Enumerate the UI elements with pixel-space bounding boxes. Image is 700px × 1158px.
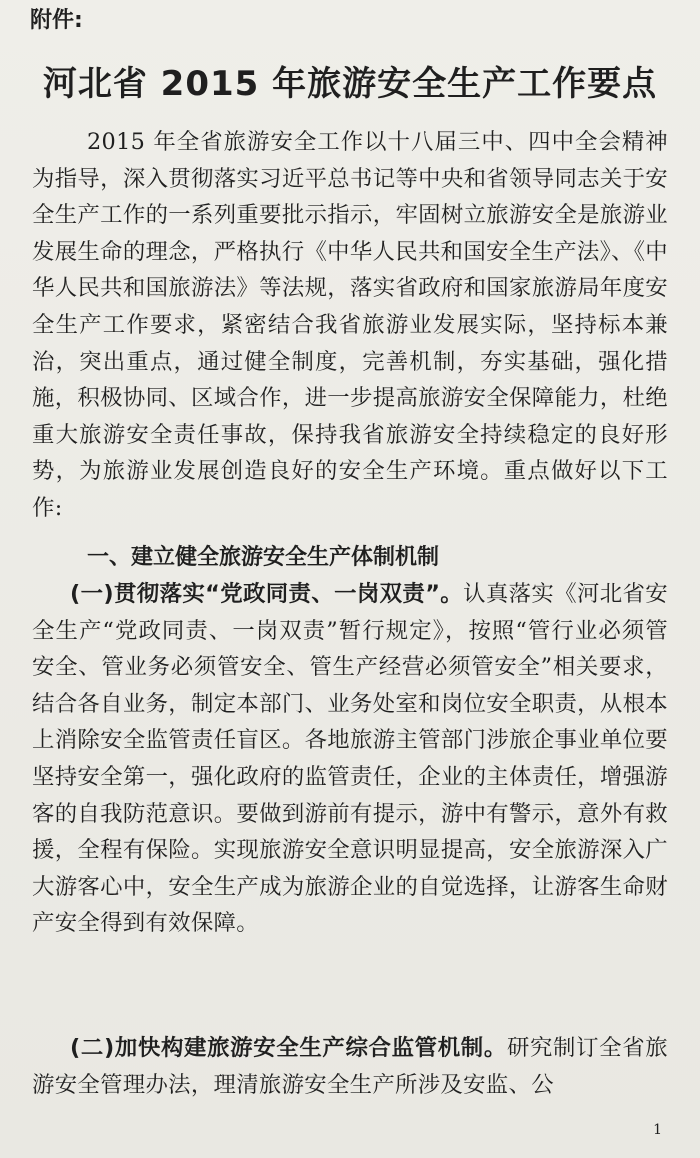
attachment-label: 附件: <box>30 8 83 33</box>
section-heading-1: 一、建立健全旅游安全生产体制机制 <box>87 545 440 570</box>
item-1-lead: (一)贯彻落实“党政同责、一岗双责”。 <box>70 581 464 607</box>
item-2-paragraph <box>32 1030 668 1103</box>
document-title: 河北省 2015 年旅游安全生产工作要点 <box>42 64 658 104</box>
page-number: 1 <box>653 1122 662 1138</box>
item-2-text: 研究制订全省旅游安全管理办法，理清旅游安全生产所涉及安监、公 <box>32 1035 669 1098</box>
item-1-paragraph <box>32 576 668 942</box>
item-2-lead: (二)加快构建旅游安全生产综合监管机制。 <box>70 1035 507 1061</box>
item-1-text: 认真落实《河北省安全生产“党政同责、一岗双责”暂行规定》，按照“管行业必须管安全、管业务必须管安全、管生产经营必须管安全”相关要求，结合各自业务，制定本部门、业务处室和岗位安全职责，从根本上消除安全监管责任盲区。各地旅游主管部门涉旅企事业单位要坚持安全第一，强化政府的监管责任，企业的主体责任，增强游客的自我防范意识。要做到游前有提示，游中有警示，意外有救援，全程有保险。实现旅游安全意识明显提高，安全旅游深入广大游客心中，安全生产成为旅游企业的自觉选择，让游客生命财产安全得到有效保障。 <box>32 581 668 937</box>
intro-paragraph: 2015 年全省旅游安全工作以十八届三中、四中全会精神为指导，深入贯彻落实习近平总书记等中央和省领导同志关于安全生产工作的一系列重要批示指示，牢固树立旅游安全是旅游业发展生命的理念，严格执行《中华人民共和国安全生产法》、《中华人民共和国旅游法》等法规，落实省政府和国家旅游局年度安全生产工作要求，紧密结合我省旅游业发展实际，坚持标本兼治，突出重点，通过健全制度，完善机制，夯实基础，强化措施，积极协同、区域合作，进一步提高旅游安全保障能力，杜绝重大旅游安全责任事故，保持我省旅游安全持续稳定的良好形势，为旅游业发展创造良好的安全生产环境。重点做好以下工作: <box>32 129 668 521</box>
